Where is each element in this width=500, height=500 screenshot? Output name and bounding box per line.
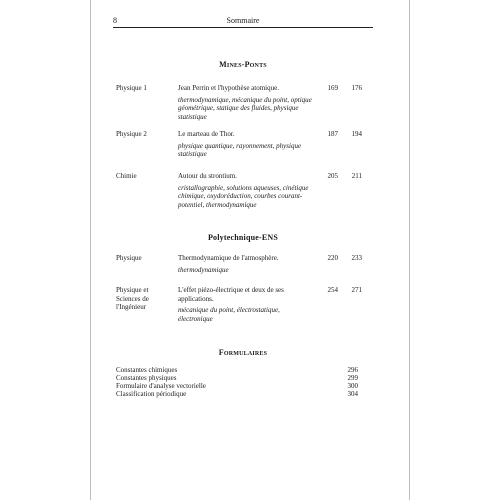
- item-page: 299: [347, 374, 358, 382]
- entry-keywords: physique quantique, rayonnement, physique statistique: [178, 141, 302, 159]
- entry-title: Le marteau de Thor.: [178, 130, 235, 138]
- entry-subject: Physique 2: [116, 130, 147, 138]
- entry-page-statement: 205: [327, 172, 338, 180]
- entry-page-solution: 176: [351, 84, 362, 92]
- entry-keywords: thermodynamique, mécanique du point, optique géométrique, statique des fluides, physique statistique: [178, 95, 312, 121]
- entry-title-block: [178, 254, 313, 274]
- running-title: Sommaire: [226, 16, 260, 25]
- entry-keywords: thermodynamique: [178, 265, 229, 274]
- entry-page-statement: 220: [327, 254, 338, 262]
- item-page: 300: [347, 382, 358, 390]
- entry-keywords: mécanique du point, électrostatique, électronique: [178, 306, 280, 323]
- entry-title-block: [178, 172, 313, 209]
- entry-page-statement: 254: [327, 286, 338, 294]
- entry-page-solution: 211: [351, 172, 362, 180]
- toc-entry[interactable]: [116, 130, 366, 162]
- item-page: 304: [347, 390, 358, 398]
- section-title-polytechnique-ens: Polytechnique-ENS: [207, 233, 279, 242]
- toc-entry[interactable]: [116, 84, 366, 124]
- list-item[interactable]: [116, 382, 358, 390]
- page-border: [90, 0, 410, 500]
- item-label: Constantes physiques: [116, 374, 177, 382]
- item-label: Formulaire d'analyse vectorielle: [116, 382, 206, 390]
- item-label: Classification périodique: [116, 390, 187, 398]
- page-number: 8: [113, 16, 117, 25]
- list-item[interactable]: [116, 374, 358, 382]
- entry-keywords: cristallographie, solutions aqueuses, cinétique chimique, oxydoréduction, courbes courant-potentiel, thermodynamique: [178, 183, 309, 209]
- toc-entry[interactable]: [116, 172, 366, 212]
- entry-page-solution: 271: [351, 286, 362, 294]
- entry-subject: Physique 1: [116, 84, 147, 92]
- entry-title: L'effet piézo-électrique et deux de ses applications.: [178, 286, 284, 303]
- entry-title: Jean Perrin et l'hypothèse atomique.: [178, 84, 279, 92]
- item-page: 296: [347, 366, 358, 374]
- entry-page-solution: 233: [351, 254, 362, 262]
- section-title-mines-ponts: Mines-Ponts: [219, 60, 267, 69]
- entry-title: Thermodynamique de l'atmosphère.: [178, 254, 279, 262]
- section-title-formulaires: Formulaires: [218, 348, 268, 357]
- item-label: Constantes chimiques: [116, 366, 178, 374]
- entry-page-statement: 169: [327, 84, 338, 92]
- entry-page-solution: 194: [351, 130, 362, 138]
- entry-title-block: [178, 84, 313, 121]
- list-item[interactable]: [116, 390, 358, 398]
- list-item[interactable]: [116, 366, 358, 374]
- formulaires-list: [116, 366, 358, 398]
- entry-title: Autour du strontium.: [178, 172, 237, 180]
- entry-title-block: [178, 286, 313, 323]
- entry-subject: Physique et Sciences de l'Ingénieur: [116, 286, 149, 312]
- toc-entry[interactable]: [116, 286, 366, 326]
- header-rule: [113, 27, 373, 28]
- entry-subject: Physique: [116, 254, 142, 262]
- entry-subject: Chimie: [116, 172, 137, 180]
- toc-entry[interactable]: [116, 254, 366, 278]
- entry-page-statement: 187: [327, 130, 338, 138]
- entry-title-block: [178, 130, 313, 159]
